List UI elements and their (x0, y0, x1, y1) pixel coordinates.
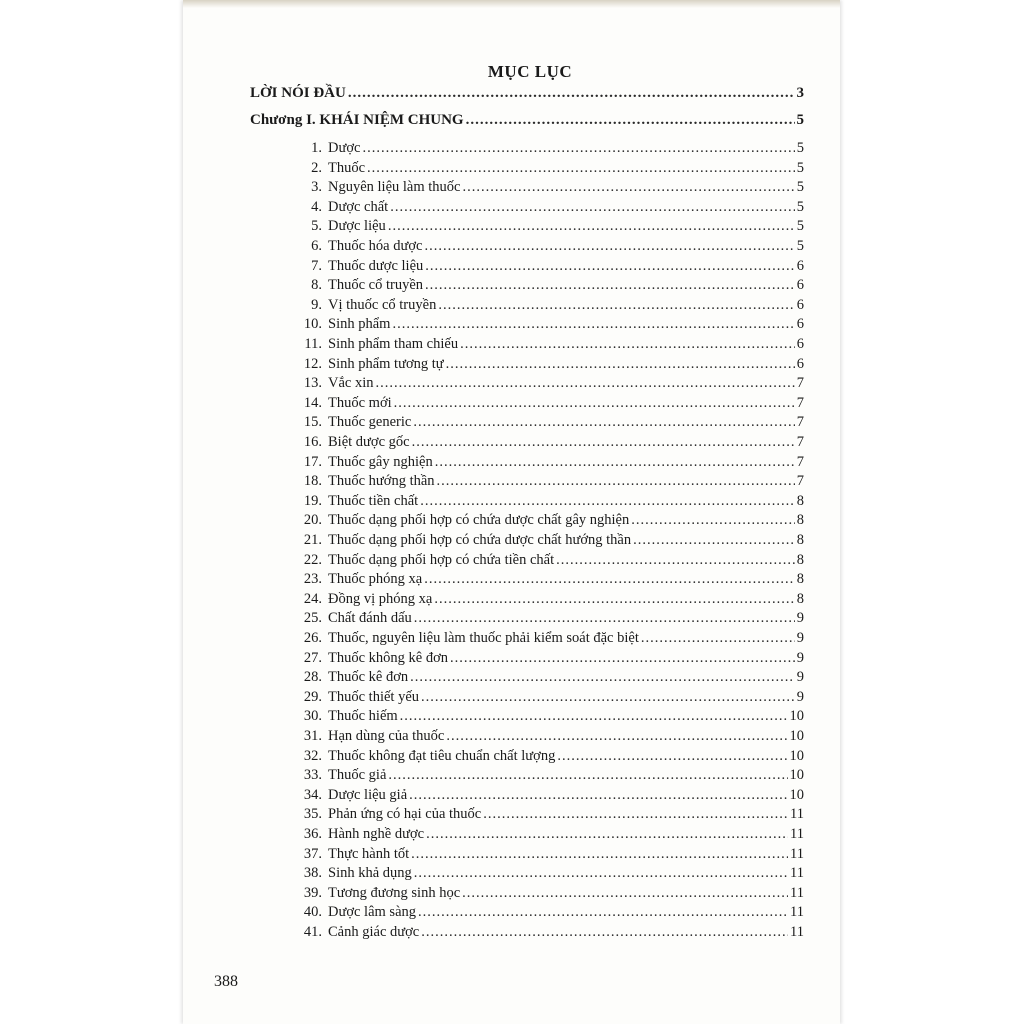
toc-item-page: 6 (796, 277, 804, 294)
leader-dots (409, 787, 787, 804)
toc-item-page: 6 (796, 355, 804, 372)
leader-dots (556, 552, 795, 569)
toc-item-number: 15. (303, 414, 322, 431)
toc-item-label: Thuốc dạng phối hợp có chứa dược chất gây nghiện (328, 512, 630, 529)
leader-dots (394, 395, 795, 412)
toc-item-row (298, 179, 804, 199)
toc-item-number: 2. (311, 159, 322, 176)
toc-title: MỤC LỤC (487, 62, 573, 81)
leader-dots (412, 434, 795, 451)
toc-item-label: Vị thuốc cổ truyền (328, 296, 437, 313)
toc-item-number: 1. (311, 140, 322, 156)
toc-item-label: Cảnh giác dược (328, 924, 420, 940)
toc-item-page: 7 (796, 394, 804, 411)
toc-item-page: 5 (796, 140, 804, 156)
toc-item-label: Dược chất (328, 198, 389, 215)
toc-item-page: 6 (796, 257, 804, 274)
toc-item-number: 28. (303, 669, 322, 686)
toc-item-label: Biệt dược gốc (328, 434, 410, 450)
toc-item-page: 5 (796, 238, 804, 254)
leader-dots (641, 630, 795, 647)
toc-item-page: 11 (790, 845, 804, 862)
toc-item-number: 31. (303, 728, 322, 744)
toc-item-page: 8 (796, 571, 804, 588)
toc-item-row (298, 160, 804, 180)
toc-item-page: 5 (796, 159, 804, 176)
toc-item-page: 7 (796, 473, 804, 490)
toc-item-label: Sinh phẩm (328, 316, 391, 333)
toc-item-label: Hạn dùng của thuốc (328, 728, 445, 744)
toc-item-row (298, 532, 804, 552)
leader-dots (631, 512, 795, 529)
toc-item-page: 9 (796, 688, 804, 705)
toc-item-page: 6 (796, 296, 804, 313)
toc-item-label: Thuốc không kê đơn (328, 649, 449, 666)
toc-item-label: Thuốc không đạt tiêu chuẩn chất lượng (328, 747, 556, 764)
toc-item-page: 10 (789, 728, 804, 744)
toc-item-label: Chất đánh dấu (328, 610, 412, 627)
toc-item-number: 40. (303, 904, 322, 921)
toc-item-page: 5 (796, 198, 804, 215)
toc-item-label: Nguyên liệu làm thuốc (328, 179, 461, 196)
toc-item-page: 6 (796, 336, 804, 352)
toc-item-label: Dược (328, 140, 361, 156)
toc-item-number: 20. (303, 512, 322, 529)
toc-item-number: 8. (311, 277, 322, 294)
leader-dots (413, 414, 794, 431)
leader-dots (362, 140, 794, 157)
toc-item-row (298, 297, 804, 317)
leader-dots (421, 924, 788, 941)
toc-item-page: 8 (796, 492, 804, 509)
leader-dots (446, 356, 795, 373)
toc-item-page: 10 (789, 767, 804, 784)
toc-item-page: 7 (796, 414, 804, 431)
leader-dots (462, 179, 794, 196)
toc-item-number: 6. (311, 238, 322, 254)
toc-item-label: Thuốc (328, 159, 366, 176)
toc-item-number: 22. (303, 551, 322, 568)
toc-item-row (298, 787, 804, 807)
toc-heading-page: 5 (796, 112, 804, 128)
leader-dots (420, 493, 795, 510)
toc-item-page: 8 (796, 590, 804, 607)
toc-item-label: Thuốc, nguyên liệu làm thuốc phải kiểm soát đặc biệt (328, 630, 639, 646)
toc-item-label: Thuốc dạng phối hợp có chứa tiền chất (328, 551, 555, 568)
toc-item-row (298, 610, 804, 630)
toc-item-label: Thuốc generic (328, 414, 412, 431)
toc-item-row (298, 199, 804, 219)
toc-item-row (298, 846, 804, 866)
toc-item-row (298, 689, 804, 709)
toc-item-label: Thuốc hiếm (328, 708, 398, 725)
toc-item-row (298, 650, 804, 670)
toc-item-number: 10. (303, 316, 322, 333)
toc-item-number: 35. (303, 806, 322, 823)
toc-item-number: 26. (303, 630, 322, 646)
toc-item-page: 10 (789, 786, 804, 803)
toc-item-page: 8 (796, 532, 804, 548)
toc-item-row (298, 140, 804, 160)
leader-dots (424, 571, 795, 588)
leader-dots (367, 160, 795, 177)
toc-item-number: 27. (303, 649, 322, 666)
toc-item-row (298, 865, 804, 885)
toc-item-row (298, 336, 804, 356)
toc-item-label: Thuốc tiền chất (328, 492, 419, 509)
toc-item-number: 34. (303, 786, 322, 803)
toc-item-number: 9. (311, 296, 322, 313)
leader-dots (414, 865, 788, 882)
toc-item-row (298, 258, 804, 278)
leader-dots (421, 689, 795, 706)
toc-item-page: 11 (790, 865, 804, 882)
toc-item-row (298, 238, 804, 258)
toc-item-row (298, 630, 804, 650)
leader-dots (435, 454, 795, 471)
toc-item-row (298, 571, 804, 591)
leader-dots (438, 297, 794, 314)
toc-item-row (298, 395, 804, 415)
toc-item-row (298, 904, 804, 924)
toc-item-row (298, 806, 804, 826)
toc-item-label: Sinh khả dụng (328, 865, 412, 882)
leader-dots (460, 336, 795, 353)
toc-item-page: 9 (796, 610, 804, 627)
toc-item-row (298, 826, 804, 846)
toc-item-row (298, 591, 804, 611)
toc-item-number: 33. (303, 767, 322, 784)
toc-item-label: Thuốc kê đơn (328, 669, 409, 686)
toc-item-row (298, 924, 804, 944)
leader-dots (462, 885, 788, 902)
toc-item-row (298, 748, 804, 768)
toc-item-page: 5 (796, 218, 804, 235)
toc-item-row (298, 356, 804, 376)
toc-item-number: 17. (303, 453, 322, 470)
toc-item-number: 41. (303, 924, 322, 940)
page-edge-shadow (183, 0, 840, 8)
toc-item-page: 11 (790, 884, 804, 901)
toc-item-label: Đồng vị phóng xạ (328, 590, 433, 607)
toc-item-number: 16. (303, 434, 322, 450)
toc-item-page: 9 (796, 669, 804, 686)
toc-item-label: Thuốc thiết yếu (328, 688, 420, 705)
leader-dots (388, 218, 795, 235)
leader-dots (557, 748, 787, 765)
toc-item-number: 37. (303, 845, 322, 862)
toc-item-row (298, 552, 804, 572)
toc-item-row (298, 493, 804, 513)
leader-dots (348, 85, 795, 102)
leader-dots (446, 728, 787, 745)
toc-item-number: 7. (311, 257, 322, 274)
toc-item-row (298, 473, 804, 493)
toc-item-page: 8 (796, 551, 804, 568)
toc-item-number: 23. (303, 571, 322, 588)
leader-dots (466, 112, 795, 129)
leader-dots (424, 238, 794, 255)
toc-item-label: Thực hành tốt (328, 845, 410, 862)
toc-item-page: 11 (790, 924, 804, 940)
toc-item-label: Dược liệu giả (328, 786, 408, 803)
leader-dots (450, 650, 795, 667)
leader-dots (426, 826, 788, 843)
toc-item-label: Thuốc hướng thần (328, 473, 435, 490)
toc-item-row (298, 414, 804, 434)
leader-dots (483, 806, 788, 823)
toc-item-number: 4. (311, 198, 322, 215)
toc-item-number: 32. (303, 747, 322, 764)
toc-item-row (298, 767, 804, 787)
toc-item-label: Thuốc gây nghiện (328, 453, 433, 470)
leader-dots (376, 375, 795, 392)
toc-item-number: 12. (303, 355, 322, 372)
leader-dots (425, 258, 795, 275)
toc-item-label: Vắc xin (328, 375, 374, 392)
toc-item-number: 13. (303, 375, 322, 392)
toc-item-label: Thuốc hóa dược (328, 238, 423, 254)
toc-heading-page: 3 (796, 85, 804, 101)
toc-item-label: Thuốc cổ truyền (328, 277, 424, 294)
toc-item-number: 18. (303, 473, 322, 490)
toc-item-label: Thuốc mới (328, 394, 392, 411)
toc-item-page: 6 (796, 316, 804, 333)
toc-item-page: 11 (790, 904, 804, 921)
toc-item-page: 10 (789, 747, 804, 764)
toc-heading-label: Chương I. KHÁI NIỆM CHUNG (250, 112, 464, 128)
toc-item-label: Thuốc dược liệu (328, 257, 424, 274)
toc-item-label: Tương đương sinh học (328, 884, 461, 901)
toc-item-number: 14. (303, 394, 322, 411)
leader-dots (633, 532, 795, 549)
toc-item-number: 21. (303, 532, 322, 548)
toc-item-number: 29. (303, 688, 322, 705)
toc-item-label: Dược lâm sàng (328, 904, 417, 921)
toc-heading-row (250, 112, 804, 132)
toc-item-row (298, 669, 804, 689)
toc-item-page: 8 (796, 512, 804, 529)
toc-item-number: 39. (303, 884, 322, 901)
toc-item-row (298, 218, 804, 238)
leader-dots (410, 669, 795, 686)
toc-item-label: Sinh phẩm tương tự (328, 355, 444, 372)
toc-item-row (298, 512, 804, 532)
toc-item-label: Thuốc phóng xạ (328, 571, 423, 588)
toc-item-row (298, 277, 804, 297)
leader-dots (390, 199, 795, 216)
toc-item-number: 5. (311, 218, 322, 235)
toc-item-page: 7 (796, 375, 804, 392)
toc-item-row (298, 728, 804, 748)
leader-dots (411, 846, 788, 863)
toc-item-label: Hành nghề dược (328, 826, 425, 842)
toc-item-page: 7 (796, 453, 804, 470)
leader-dots (418, 904, 788, 921)
toc-item-number: 24. (303, 590, 322, 607)
toc-item-page: 11 (790, 806, 804, 823)
leader-dots (392, 316, 794, 333)
leader-dots (400, 708, 788, 725)
leader-dots (414, 610, 795, 627)
toc-item-row (298, 454, 804, 474)
leader-dots (425, 277, 795, 294)
toc-item-row (298, 316, 804, 336)
toc-item-number: 3. (311, 179, 322, 196)
toc-item-row (298, 708, 804, 728)
page-number: 388 (214, 973, 238, 990)
toc-item-label: Thuốc dạng phối hợp có chứa dược chất hướng thần (328, 532, 632, 548)
leader-dots (388, 767, 787, 784)
toc-item-row (298, 375, 804, 395)
toc-item-row (298, 885, 804, 905)
leader-dots (437, 473, 795, 490)
toc-item-number: 19. (303, 492, 322, 509)
toc-item-label: Dược liệu (328, 218, 386, 235)
toc-item-page: 5 (796, 179, 804, 196)
toc-item-row (298, 434, 804, 454)
toc-item-number: 25. (303, 610, 322, 627)
toc-item-label: Thuốc giả (328, 767, 387, 784)
toc-item-page: 7 (796, 434, 804, 450)
leader-dots (434, 591, 794, 608)
toc-item-number: 38. (303, 865, 322, 882)
toc-item-page: 9 (796, 630, 804, 646)
toc-item-page: 9 (796, 649, 804, 666)
toc-item-label: Sinh phẩm tham chiếu (328, 336, 459, 352)
toc-item-page: 10 (789, 708, 804, 725)
toc-item-number: 30. (303, 708, 322, 725)
toc-heading-row (250, 85, 804, 105)
toc-item-number: 36. (303, 826, 322, 842)
toc-heading-label: LỜI NÓI ĐẦU (250, 85, 346, 101)
toc-item-page: 11 (790, 826, 804, 842)
toc-item-number: 11. (304, 336, 322, 352)
toc-item-label: Phản ứng có hại của thuốc (328, 806, 482, 823)
